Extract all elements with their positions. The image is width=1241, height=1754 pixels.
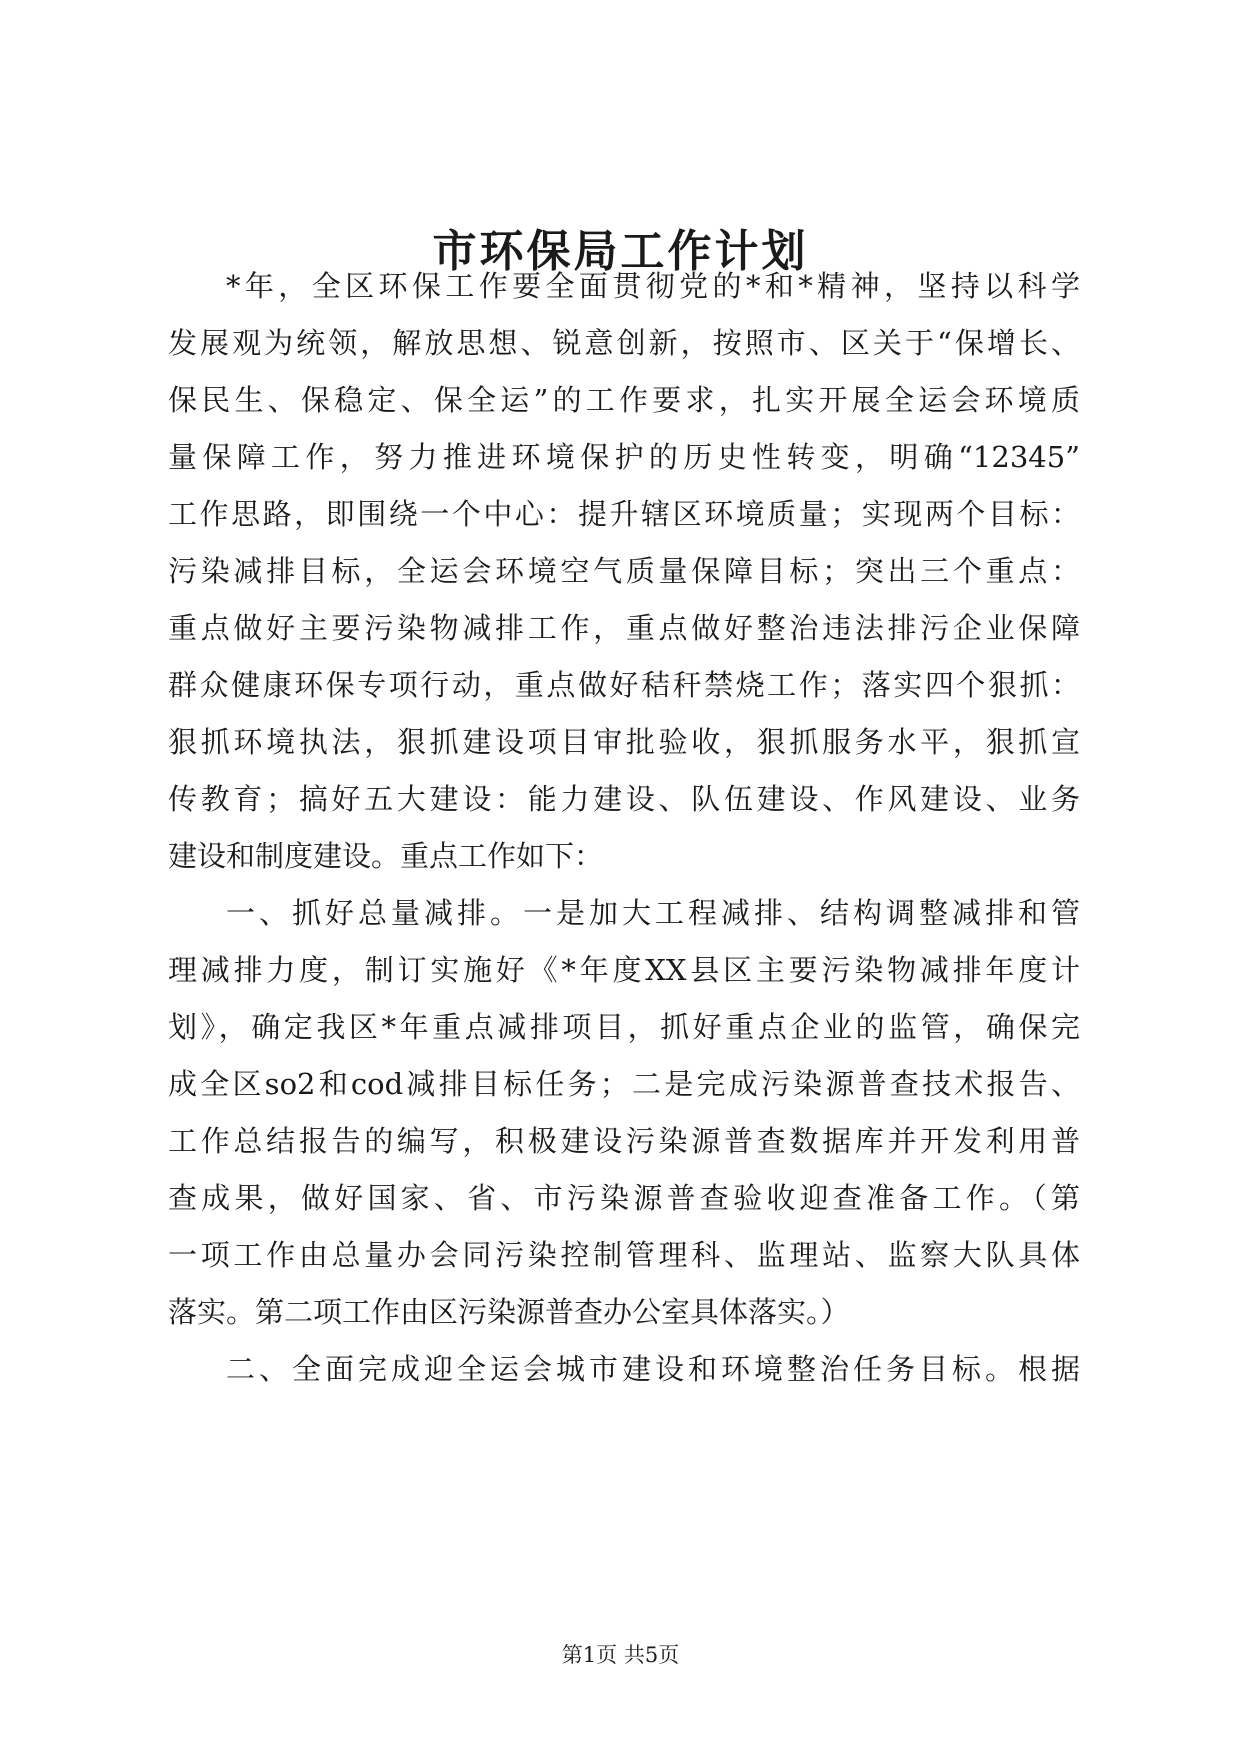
body-line: 成全区so2和cod减排目标任务；二是完成污染源普查技术报告、 [168,1067,1080,1101]
body-line: 群众健康环保专项行动，重点做好秸秆禁烧工作；落实四个狠抓： [168,668,1080,702]
document-title: 市环保局工作计划 [432,226,809,277]
body-line: 传教育；搞好五大建设：能力建设、队伍建设、作风建设、业务 [168,782,1080,816]
body-line: 量保障工作，努力推进环境保护的历史性转变，明确“12345” [168,440,1080,474]
body-line: 工作思路，即围绕一个中心：提升辖区环境质量；实现两个目标： [168,497,1080,531]
body-line: 工作总结报告的编写，积极建设污染源普查数据库并开发利用普 [168,1124,1080,1158]
body-line: 查成果，做好国家、省、市污染源普查验收迎查准备工作。（第 [168,1181,1080,1215]
body-line: 划》，确定我区*年重点减排项目，抓好重点企业的监管，确保完 [168,1010,1080,1044]
body-line: 发展观为统领，解放思想、锐意创新，按照市、区关于“保增长、 [168,326,1080,360]
body-line: 一、抓好总量减排。一是加大工程减排、结构调整减排和管 [226,896,1080,930]
page-footer: 第1页 共5页 [561,1643,680,1667]
body-line: *年，全区环保工作要全面贯彻党的*和*精神，坚持以科学 [226,269,1080,303]
body-line: 二、全面完成迎全运会城市建设和环境整治任务目标。根据 [226,1352,1080,1386]
body-line: 一项工作由总量办会同污染控制管理科、监理站、监察大队具体 [168,1238,1080,1272]
body-line: 重点做好主要污染物减排工作，重点做好整治违法排污企业保障 [168,611,1080,645]
body-line: 保民生、保稳定、保全运”的工作要求，扎实开展全运会环境质 [168,383,1080,417]
body-line: 理减排力度，制订实施好《*年度XX县区主要污染物减排年度计 [168,953,1080,987]
body-line: 落实。第二项工作由区污染源普查办公室具体落实。） [168,1295,850,1329]
body-line: 污染减排目标，全运会环境空气质量保障目标；突出三个重点： [168,554,1080,588]
body-line: 狠抓环境执法，狠抓建设项目审批验收，狠抓服务水平，狠抓宣 [168,725,1080,759]
body-line: 建设和制度建设。重点工作如下： [168,839,604,873]
